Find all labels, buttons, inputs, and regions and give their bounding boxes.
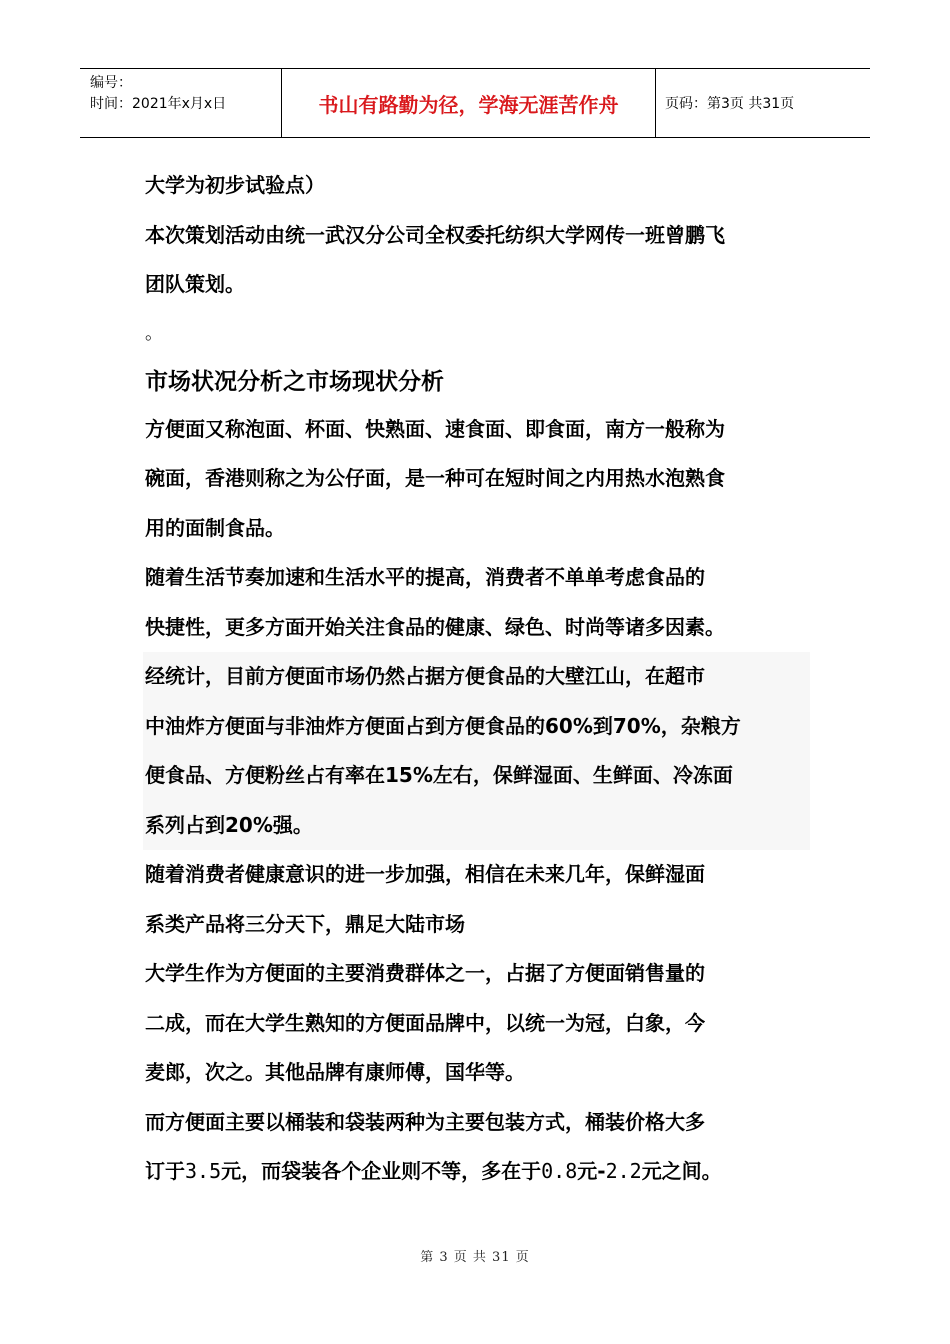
paragraph-line [145,1147,810,1197]
header-time-label: 时间：2021年x月x日 [90,96,227,112]
paragraph-line: 便食品、方便粉丝占有率在15%左右，保鲜湿面、生鲜面、冷冻面 [145,763,733,787]
punctuation-line: 。 [145,322,163,344]
paragraph [145,405,810,554]
price-value: 2.2 [605,1159,642,1183]
paragraph-line: 本次策划活动由统一武汉分公司全权委托纺织大学网传一班曾鹏飞 [145,222,725,247]
highlighted-paragraph [143,652,810,850]
text-run: 元之间。 [641,1159,722,1183]
header-motto: 书山有路勤为径，学海无涯苦作舟 [282,69,656,137]
price-value: 0.8 [541,1159,578,1183]
text-run: 元，而袋装各个企业则不等，多在于 [221,1159,542,1183]
paragraph: 大学为初步试验点） [145,173,325,197]
paragraph-line: 团队策划。 [145,272,245,296]
paragraph [145,211,810,310]
text-run: 订于 [145,1159,185,1183]
text-run: 元- [577,1159,606,1183]
paragraph-line: 大学生作为方便面的主要消费群体之一，占据了方便面销售量的 [145,961,705,985]
document-body [145,161,810,1197]
paragraph-line: 中油炸方便面与非油炸方便面占到方便食品的60%到70%，杂粮方 [145,713,741,738]
paragraph-line: 用的面制食品。 [145,515,285,540]
paragraph-line: 系类产品将三分天下，鼎足大陆市场 [145,911,465,936]
paragraph-line: 二成，而在大学生熟知的方便面品牌中，以统一为冠，白象，今 [145,1010,705,1035]
paragraph-line: 系列占到20%强。 [145,812,313,837]
paragraph-line: 而方便面主要以桶装和袋装两种为主要包装方式，桶装价格大多 [145,1109,705,1134]
paragraph [145,553,810,652]
paragraph-line: 快捷性，更多方面开始关注食品的健康、绿色、时尚等诸多因素。 [145,614,725,639]
paragraph-line: 碗面，香港则称之为公仔面，是一种可在短时间之内用热水泡熟食 [145,466,725,490]
paragraph-line: 麦郎，次之。其他品牌有康师傅，国华等。 [145,1060,525,1084]
paragraph-line: 随着消费者健康意识的进一步加强，相信在未来几年，保鲜湿面 [145,862,705,886]
paragraph [145,850,810,949]
document-header [80,68,870,138]
paragraph [145,1098,810,1197]
page-footer: 第 3 页 共 31 页 [420,1250,530,1265]
price-value: 3.5 [185,1159,222,1183]
paragraph-line: 经统计，目前方便面市场仍然占据方便食品的大壁江山，在超市 [145,664,705,688]
paragraph-line: 随着生活节奏加速和生活水平的提高，消费者不单单考虑食品的 [145,565,705,589]
paragraph-line: 方便面又称泡面、杯面、快熟面、速食面、即食面，南方一般称为 [145,416,725,441]
header-page-info: 页码：第3页 共31页 [665,96,795,112]
section-heading: 市场状况分析之市场现状分析 [145,368,444,395]
paragraph [145,949,810,1098]
header-meta [80,69,282,137]
header-number-label: 编号： [90,75,132,91]
